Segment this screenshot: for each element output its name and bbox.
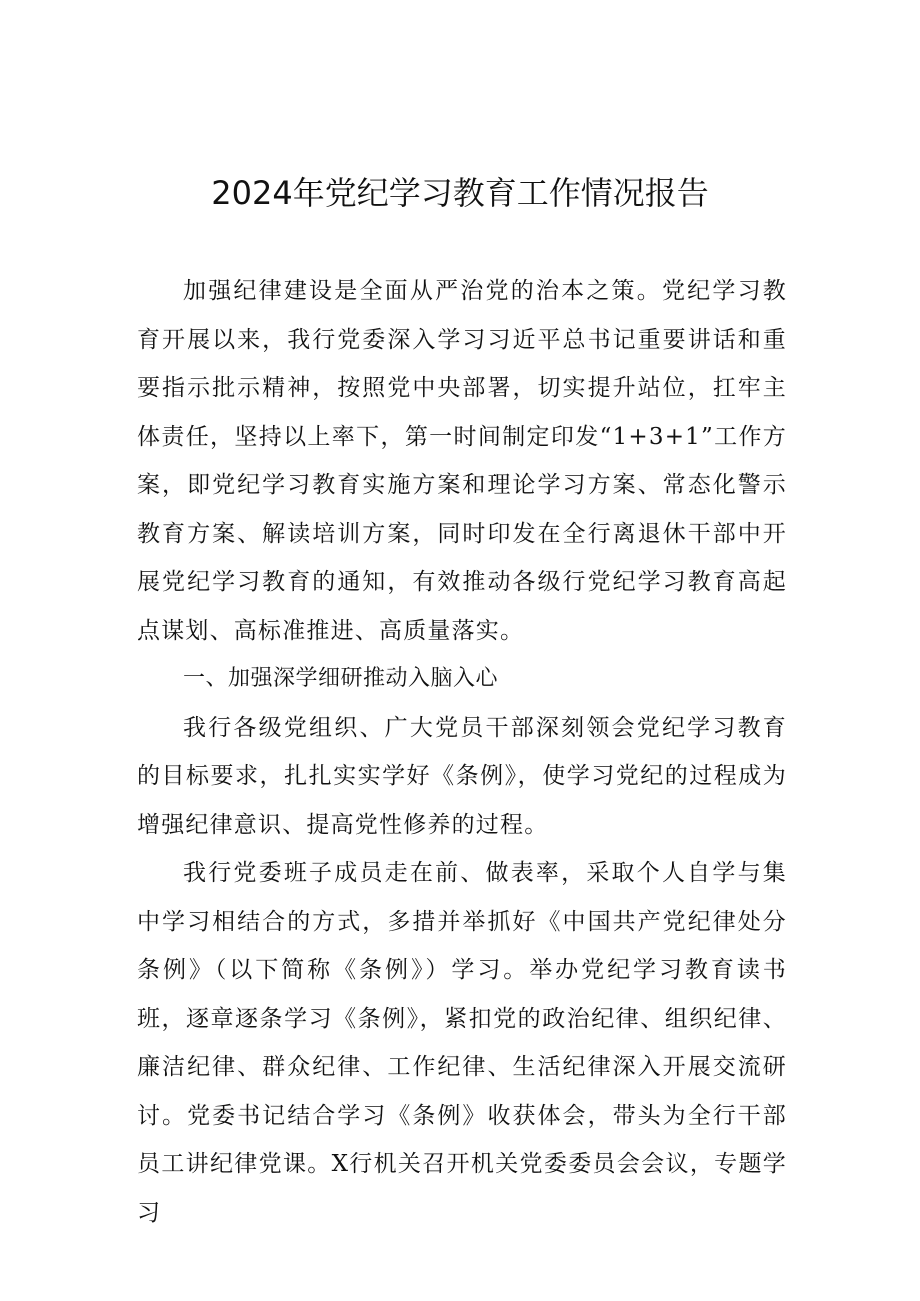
section-paragraph: 我行党委班子成员走在前、做表率，采取个人自学与集中学习相结合的方式，多措并举抓好《中国共产党纪律处分条例》（以下简称《条例》）学习。举办党纪学习教育读书班，逐章逐条学习《条例》，紧扣党的政治纪律、组织纪律、廉洁纪律、群众纪律、工作纪律、生活纪律深入开展交流研讨。党委书记结合学习《条例》收获体会，带头为全行干部员工讲纪律党课。X行机关召开机关党委委员会会议，专题学习	[137, 860, 787, 1226]
section-paragraph: 我行各级党组织、广大党员干部深刻领会党纪学习教育的目标要求，扎扎实实学好《条例》，使学习党纪的过程成为增强纪律意识、提高党性修养的过程。	[137, 714, 787, 838]
document-body	[137, 267, 787, 1237]
section-heading: 一、加强深学细研推动入脑入心	[183, 666, 499, 691]
document-title: 2024年党纪学习教育工作情况报告	[211, 174, 709, 212]
intro-paragraph: 加强纪律建设是全面从严治党的治本之策。党纪学习教育开展以来，我行党委深入学习习近平总书记重要讲话和重要指示批示精神，按照党中央部署，切实提升站位，扛牢主体责任，坚持以上率下，第一时间制定印发“1+3+1”工作方案，即党纪学习教育实施方案和理论学习方案、常态化警示教育方案、解读培训方案，同时印发在全行离退休干部中开展党纪学习教育的通知，有效推动各级行党纪学习教育高起点谋划、高标准推进、高质量落实。	[137, 278, 787, 644]
